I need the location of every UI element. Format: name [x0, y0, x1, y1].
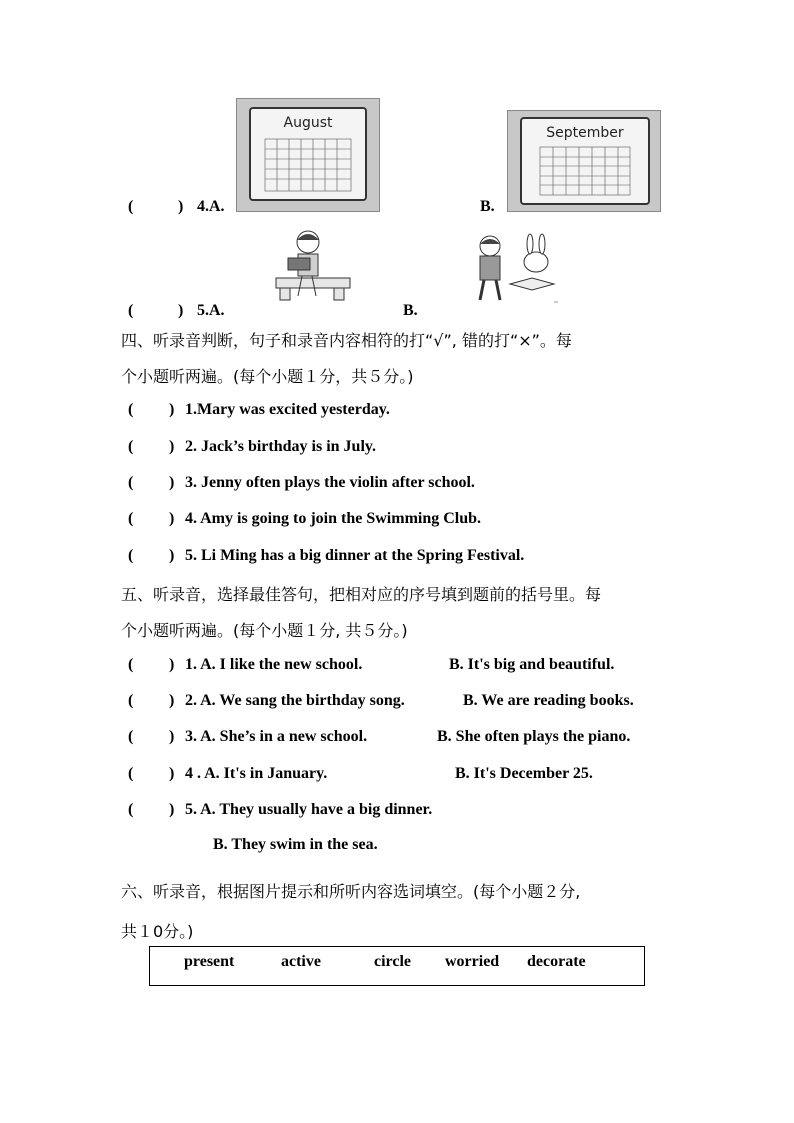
- answer-paren-close: ): [169, 474, 175, 491]
- answer-paren-close: ): [169, 765, 175, 782]
- answer-paren-open[interactable]: (: [128, 401, 134, 418]
- q4-paren-open: (: [128, 198, 134, 215]
- option-b: B. It's big and beautiful.: [449, 656, 615, 673]
- calendar-grid-icon: [522, 119, 648, 203]
- answer-paren-open[interactable]: (: [128, 510, 134, 527]
- section6-heading-line1: 六、听录音，根据图片提示和所听内容选词填空。(每个小题２分,: [121, 882, 581, 901]
- girl-reading-on-bench-image: [274, 228, 354, 302]
- section6-heading-line2: 共１0分。): [121, 922, 194, 941]
- calendar-grid-icon: [251, 109, 365, 199]
- q5-paren-open: (: [128, 302, 134, 319]
- answer-paren-open[interactable]: (: [128, 474, 134, 491]
- boy-with-rabbit-and-book-image: [466, 232, 558, 304]
- section4-heading-line1: 四、听录音判断，句子和录音内容相符的打“√”, 错的打“×”。每: [121, 331, 572, 350]
- statement-text: 5. Li Ming has a big dinner at the Spring Festival.: [185, 547, 525, 564]
- statement-text: 3. Jenny often plays the violin after school.: [185, 474, 475, 491]
- section5-heading-line2: 个小题听两遍。(每个小题１分, 共５分。): [121, 621, 408, 640]
- q4-paren-close: ): [178, 198, 184, 215]
- word-bank-item: present: [184, 953, 235, 970]
- answer-paren-close: ): [169, 510, 175, 527]
- answer-paren-close: ): [169, 728, 175, 745]
- answer-paren-open[interactable]: (: [128, 656, 134, 673]
- calendar-september-title: September: [546, 125, 624, 141]
- answer-paren-open[interactable]: (: [128, 728, 134, 745]
- answer-paren-close: ): [169, 547, 175, 564]
- answer-paren-close: ): [169, 801, 175, 818]
- answer-paren-open[interactable]: (: [128, 765, 134, 782]
- answer-paren-close: ): [169, 692, 175, 709]
- q5-label-b: B.: [403, 302, 418, 319]
- option-a: 4 . A. It's in January.: [185, 765, 328, 782]
- answer-paren-open[interactable]: (: [128, 801, 134, 818]
- answer-paren-close: ): [169, 438, 175, 455]
- section5-heading-line1: 五、听录音，选择最佳答句，把相对应的序号填到题前的括号里。每: [121, 585, 602, 604]
- calendar-august-image: [236, 98, 380, 212]
- q5-paren-close: ): [178, 302, 184, 319]
- q4-label-b: B.: [480, 198, 495, 215]
- word-bank-item: circle: [374, 953, 412, 970]
- calendar-august-title: August: [283, 115, 333, 131]
- statement-text: 2. Jack’s birthday is in July.: [185, 438, 377, 455]
- calendar-september-image: [507, 110, 661, 212]
- option-b: B. We are reading books.: [463, 692, 634, 709]
- option-a: 5. A. They usually have a big dinner.: [185, 801, 433, 818]
- word-bank-item: worried: [445, 953, 500, 970]
- option-a: 3. A. She’s in a new school.: [185, 728, 368, 745]
- q5-label-a: 5.A.: [197, 302, 225, 319]
- option-b: B. They swim in the sea.: [213, 836, 378, 853]
- answer-paren-close: ): [169, 401, 175, 418]
- section4-heading-line2: 个小题听两遍。(每个小题１分，共５分。): [121, 367, 414, 386]
- word-bank-box: [149, 946, 645, 986]
- answer-paren-open[interactable]: (: [128, 438, 134, 455]
- option-b: B. It's December 25.: [455, 765, 593, 782]
- option-a: 1. A. I like the new school.: [185, 656, 363, 673]
- option-a: 2. A. We sang the birthday song.: [185, 692, 405, 709]
- q4-label-a: 4.A.: [197, 198, 225, 215]
- statement-text: 1.Mary was excited yesterday.: [185, 401, 390, 418]
- word-bank-item: decorate: [527, 953, 586, 970]
- answer-paren-open[interactable]: (: [128, 692, 134, 709]
- answer-paren-open[interactable]: (: [128, 547, 134, 564]
- statement-text: 4. Amy is going to join the Swimming Club.: [185, 510, 482, 527]
- answer-paren-close: ): [169, 656, 175, 673]
- word-bank-item: active: [281, 953, 321, 970]
- option-b: B. She often plays the piano.: [437, 728, 631, 745]
